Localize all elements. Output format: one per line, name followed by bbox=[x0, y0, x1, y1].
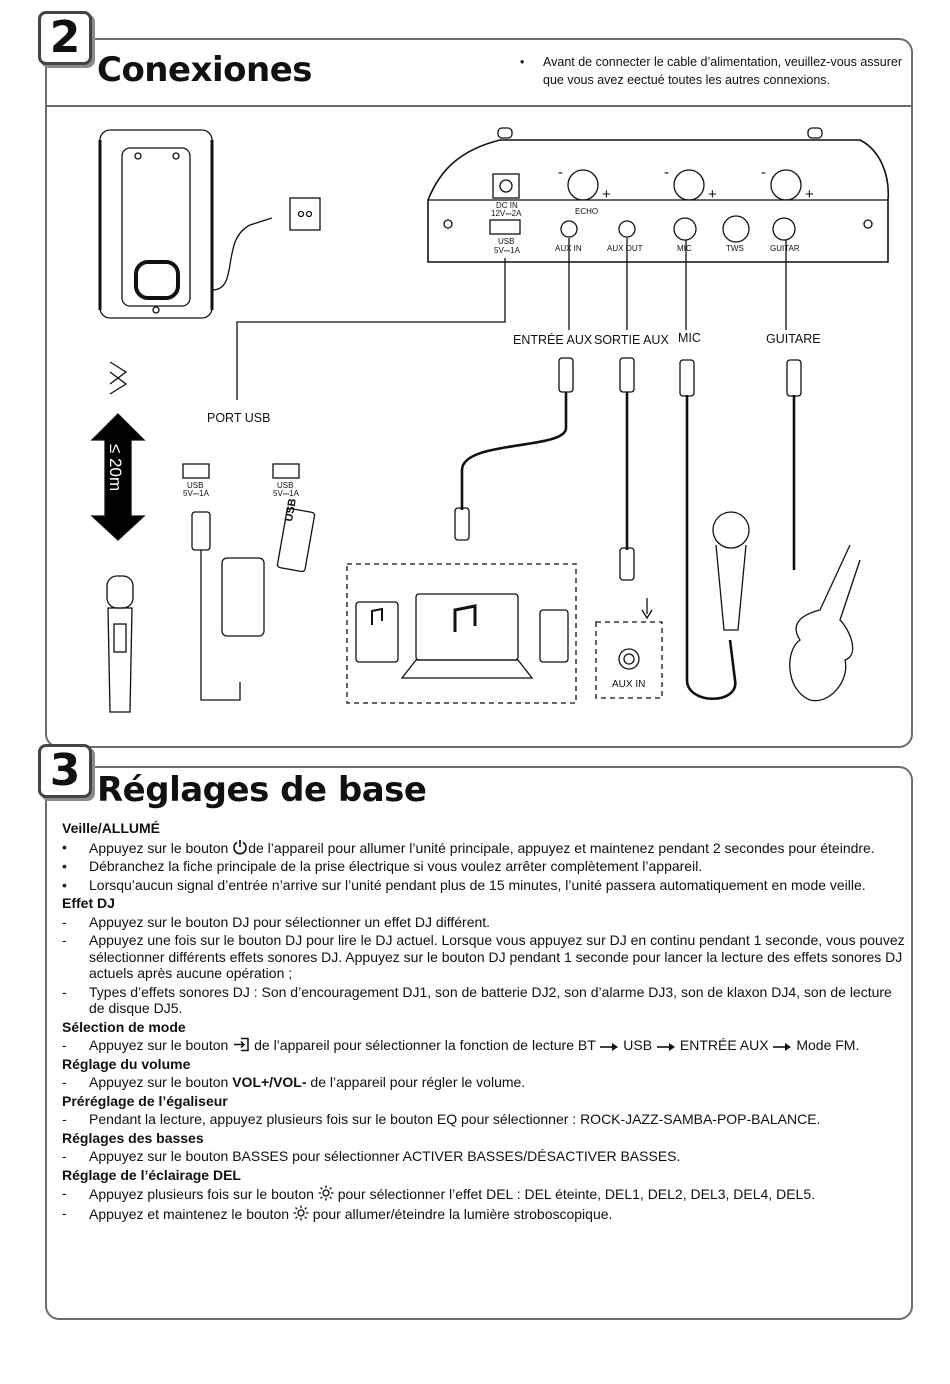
usb-port-icon bbox=[183, 464, 209, 478]
phone-icon bbox=[540, 610, 568, 662]
section-title-connections: Conexiones bbox=[97, 50, 313, 90]
mic-cable bbox=[687, 395, 735, 699]
wall-socket bbox=[290, 198, 320, 230]
aux-out-jack bbox=[620, 358, 634, 392]
list-item: - Appuyez et maintenez le bouton pour allumer/éteindre la lumière stroboscopique. bbox=[62, 1204, 613, 1222]
aux-in-device-label: AUX IN bbox=[612, 679, 646, 690]
power-cable bbox=[212, 218, 272, 290]
list-item: - Appuyez sur le bouton DJ pour sélectionner un effet DJ différent. bbox=[62, 913, 491, 930]
callout-guitare: GUITARE bbox=[766, 332, 821, 346]
knob-plus-1: + bbox=[602, 186, 611, 203]
aux-in-cable bbox=[462, 392, 566, 510]
basic-settings-content bbox=[62, 818, 907, 1222]
heading-eq: Préréglage de l’égaliseur bbox=[62, 1092, 228, 1109]
heading-veille: Veille/ALLUMÉ bbox=[62, 820, 161, 836]
guitar-jack bbox=[787, 360, 801, 396]
callout-port-usb: PORT USB bbox=[207, 411, 271, 425]
label-usb: USB bbox=[498, 237, 515, 246]
label-echo: ECHO bbox=[575, 207, 599, 216]
mode-input-icon bbox=[232, 1037, 250, 1052]
label-aux-out: AUX OUT bbox=[607, 244, 643, 253]
usb-port-icon-2 bbox=[273, 464, 299, 478]
music-note-icon-large bbox=[455, 606, 475, 632]
heading-volume: Réglage du volume bbox=[62, 1055, 191, 1072]
note-text: Avant de connecter le cable d’alimentation, veuillez-vous assurer que vous avez eectué toutes les autres connexions. bbox=[543, 55, 902, 87]
led-sun-icon bbox=[293, 1205, 309, 1221]
usb-port-spec-2: 5V⎓1A bbox=[273, 489, 299, 498]
knob-minus-1: - bbox=[558, 164, 563, 181]
arrow-right-icon bbox=[656, 1042, 676, 1052]
arrow-right-icon bbox=[599, 1042, 619, 1052]
section-number-3: 3 bbox=[38, 744, 92, 798]
arrow-right-icon bbox=[772, 1042, 792, 1052]
smartphone-icon bbox=[222, 558, 264, 636]
label-usb-spec: 5V⎓1A bbox=[494, 246, 520, 255]
callout-sortie-aux: SORTIE AUX bbox=[594, 333, 669, 347]
list-item: - Appuyez sur le bouton VOL+/VOL- de l’appareil pour régler le volume. bbox=[62, 1074, 526, 1090]
aux-device-jack bbox=[620, 548, 634, 580]
led-sun-icon bbox=[318, 1185, 334, 1201]
section-number-2: 2 bbox=[38, 11, 92, 65]
list-item: - Types d’effets sonores DJ : Son d’encouragement DJ1, son de batterie DJ2, son d’alarme DJ3, son de klaxon DJ4, son de lecture de disque DJ5. bbox=[62, 983, 892, 1016]
label-dc-in: DC IN bbox=[496, 201, 518, 210]
usb-stick-label: USB bbox=[283, 497, 299, 523]
list-item: • Lorsqu’aucun signal d’entrée n’arrive sur l’unité pendant plus de 15 minutes, l’unité passera automatiquement en mode veille. bbox=[62, 876, 866, 893]
callout-mic: MIC bbox=[678, 331, 701, 345]
usb-port-label-2: USB bbox=[277, 481, 294, 490]
list-item: • Appuyez sur le bouton de l’appareil pour allumer l’unité principale, appuyez et maintenez pendant 2 secondes pour éteindre. bbox=[62, 838, 875, 856]
microphone-icon bbox=[713, 512, 749, 630]
list-item: - Appuyez sur le bouton BASSES pour sélectionner ACTIVER BASSES/DÉSACTIVER BASSES. bbox=[62, 1148, 681, 1164]
knob-plus-2: + bbox=[708, 186, 717, 203]
list-item: - Appuyez une fois sur le bouton DJ pour lire le DJ actuel. Lorsque vous appuyez sur DJ en continu pendant 1 seconde, vous pouvez sélectionner différents effets sonores DJ. Appuyez sur le bouton DJ pendant 1 seconde pour lancer la lecture des effets sonores DJ actuels après aucune opération ; bbox=[62, 932, 905, 981]
heading-bass: Réglages des basses bbox=[62, 1129, 204, 1146]
label-dc-in-spec: 12V⎓2A bbox=[491, 209, 522, 218]
knob-minus-2: - bbox=[664, 164, 669, 181]
list-item: - Appuyez plusieurs fois sur le bouton pour sélectionner l’effet DEL : DEL éteinte, DEL1, DEL2, DEL3, DEL4, DEL5. bbox=[62, 1185, 816, 1202]
label-mic: MIC bbox=[677, 244, 692, 253]
mic-jack bbox=[680, 360, 694, 396]
power-icon bbox=[232, 839, 248, 855]
section-title-basic-settings: Réglages de base bbox=[97, 770, 427, 810]
laptop-icon bbox=[416, 594, 518, 660]
list-item: - Pendant la lecture, appuyez plusieurs fois sur le bouton EQ pour sélectionner : ROCK-JAZZ-SAMBA-POP-BALANCE. bbox=[62, 1111, 821, 1127]
music-note-icon bbox=[372, 609, 382, 625]
list-item: • Débranchez la fiche principale de la prise électrique si vous voulez arrêter complètement l’appareil. bbox=[62, 858, 703, 874]
guitar-icon bbox=[790, 545, 860, 701]
knob-plus-3: + bbox=[805, 186, 814, 203]
media-devices-box bbox=[347, 564, 576, 703]
speaker-unit bbox=[100, 130, 212, 318]
aux-in-jack bbox=[559, 358, 573, 392]
label-guitar: GUITAR bbox=[770, 244, 800, 253]
distance-label: ≤ 20m bbox=[106, 444, 125, 492]
heading-led: Réglage de l’éclairage DEL bbox=[62, 1166, 241, 1183]
usb-port-spec-1: 5V⎓1A bbox=[183, 489, 209, 498]
device-jack bbox=[455, 508, 469, 540]
wireless-mic-icon bbox=[107, 576, 133, 712]
bluetooth-icon bbox=[110, 362, 126, 394]
label-tws: TWS bbox=[726, 244, 744, 253]
note-bullet: • bbox=[520, 55, 525, 69]
callout-entree-aux: ENTRÉE AUX bbox=[513, 333, 593, 347]
label-aux-in: AUX IN bbox=[555, 244, 582, 253]
knob-minus-3: - bbox=[761, 164, 766, 181]
heading-mode: Sélection de mode bbox=[62, 1018, 186, 1035]
heading-dj: Effet DJ bbox=[62, 895, 115, 911]
list-item: - Appuyez sur le bouton de l’appareil pour sélectionner la fonction de lecture BT USB ENTRÉE AUX Mode FM. bbox=[62, 1037, 860, 1053]
usb-callout-line bbox=[237, 258, 505, 400]
usb-port-label-1: USB bbox=[187, 481, 204, 490]
